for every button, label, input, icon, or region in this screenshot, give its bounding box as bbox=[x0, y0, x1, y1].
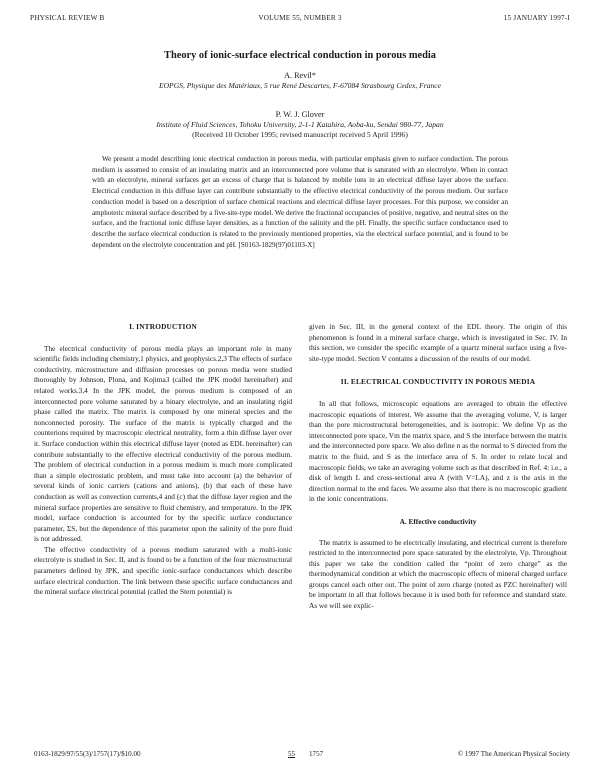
received-dates: (Received 10 October 1995; revised manuscript received 5 April 1996) bbox=[192, 130, 408, 139]
paragraph: In all that follows, microscopic equations are averaged to obtain the effective macroscopic equations of interest. We assume that the averaging volume, V, is larger than the pore microstructural heterogeneities, and is isotropic. We define Vp as the interconnected pore space, Vm the matrix space, and S the interface between the matrix and the interconnected pore space. We also define n as the normal to S directed from the matrix to the fluid, and S as the interface area of S. In order to relate local and macroscopic fields, we take an averaging volume such as that described in Ref. 4: i.e., a disk of length L and cross-sectional area A (with V=LA), and z is the axis in the direction normal to the end faces. We assume also that there is no macroscopic gradient in the ionic concentrations. bbox=[309, 398, 567, 504]
issue-date: 15 JANUARY 1997-I bbox=[503, 14, 570, 22]
paragraph: The electrical conductivity of porous media plays an important role in many scientific fields including chemistry,1 physics, and geophysics.2,3 The effects of surface conductivity, microstructure and diffusion processes on porous media were studied thoroughly by Johnson, Plona, and Kojima3 (called the JPK model hereinafter) and related works.3,4 In the JPK model, the porous medium is composed of an interconnected pore volume saturated by a binary electrolyte, and an insulating rigid phase called the matrix. The matrix is composed by one mineral species and the nonconnected porosity. The surface of the matrix is typically charged and the counterions required by macroscopic electrical neutrality, form a thin diffuse layer over it. Surface conduction within this electrical diffuse layer (noted as EDL hereinafter) can contribute substantially to the effective electrical conductivity of the porous medium. The problem of electrical conduction in a porous medium is much more complicated than a simple electrostatic problem, and must take into account (a) the behavior of several kinds of ionic carriers (cations and anions), (b) that each of these have conduction as well as convection currents,4 and (c) that the diffuse layer region and the mineral surface properties are sensitive to fluid chemistry, and temperature. In the JPK model, surface conduction is accounted for by the specific surface conductance parameter, ΣS, but the dependence of this parameter upon the salinity of the pore fluid is not addressed. bbox=[34, 343, 292, 544]
right-column bbox=[309, 322, 567, 612]
author-block-2 bbox=[60, 110, 540, 140]
author-name: P. W. J. Glover bbox=[275, 110, 325, 119]
copyright: © 1997 The American Physical Society bbox=[457, 750, 570, 758]
author-affiliation: Institute of Fluid Sciences, Tohoku University, 2-1-1 Katahira, Aoba-ku, Sendai 980-77, Japan bbox=[156, 120, 444, 129]
journal-name: PHYSICAL REVIEW B bbox=[30, 14, 105, 22]
article-code: 0163-1829/97/55(3)/1757(17)/$10.00 bbox=[34, 750, 141, 758]
author-affiliation: EOPGS, Physique des Matériaux, 5 rue René Descartes, F-67084 Strasbourg Cedex, France bbox=[158, 81, 442, 90]
paragraph: given in Sec. III, in the general context of the EDL theory. The origin of this phenomenon is found in a mineral surface charge, which is investigated in Sec. IV. In this section, we consider the specific example of a quartz mineral surface using a five-site-type model. Section V contains a discussion of the results of our model. bbox=[309, 322, 567, 363]
paragraph: The effective conductivity of a porous medium saturated with a multi-ionic electrolyte is studied in Sec. II, and is found to be a function of the four microstructural parameters defined by JPK, and specific ionic-surface conductances which describe surface electrical conduction. The link between these specific surface conductances and the mineral surface electrical potential (called the Stern potential) is bbox=[34, 544, 292, 597]
footer-volume: 55 bbox=[288, 750, 296, 758]
paragraph: The matrix is assumed to be electrically insulating, and electrical current is therefore restricted to the interconnected pore space saturated by the electrolyte, Vp. Throughout this paper we take the condition called the “point of zero charge” as the thermodynamical condition at which the macroscopic effects of mineral charged surface groups cancel each other out. The point of zero charge (noted as PZC hereinafter) will be important in all that follows because it is used both for reference and standard state. As we will see explic- bbox=[309, 537, 567, 611]
section-heading: I. INTRODUCTION bbox=[129, 322, 197, 331]
subsection-heading: A. Effective conductivity bbox=[399, 516, 477, 526]
volume-number: VOLUME 55, NUMBER 3 bbox=[258, 14, 342, 22]
section-heading: II. ELECTRICAL CONDUCTIVITY IN POROUS MEDIA bbox=[340, 377, 536, 387]
page-number: 1757 bbox=[309, 750, 324, 758]
abstract: We present a model describing ionic electrical conduction in porous media, with particular emphasis given to surface conduction. The porous medium is assumed to consist of an insulating matrix and an interconnected pore volume that is saturated with an electrolyte. When in contact with an electrolyte, mineral surfaces get an excess of charge that is balanced by mobile ions in an electrical diffuse layer above the surface. Electrical conduction in this diffuse layer can contribute substantially to the effective electrical conductivity of the porous medium. Our surface conduction model is based on a description of surface chemical reactions and electrical diffuse layer processes. For this purpose, we consider an amphoteric mineral surface described by a five-site-type model. We derive the fractional occupancies of positive, negative, and neutral sites on the surface, and the fractional ionic diffuse layer densities, as a function of the salinity and the pH. Finally, the specific surface conductance used to describe the surface electrical conduction is related to the previously mentioned properties, via the electrical surface potential, and is found to be dependent on the electrolyte concentration and pH. [S0163-1829(97)01103-X] bbox=[92, 155, 508, 249]
author-block-1 bbox=[60, 71, 540, 91]
author-name: A. Revil* bbox=[284, 71, 316, 80]
page-footer bbox=[34, 750, 570, 762]
paper-title: Theory of ionic-surface electrical conduction in porous media bbox=[164, 50, 436, 61]
running-head bbox=[30, 14, 570, 26]
left-column bbox=[34, 322, 292, 598]
